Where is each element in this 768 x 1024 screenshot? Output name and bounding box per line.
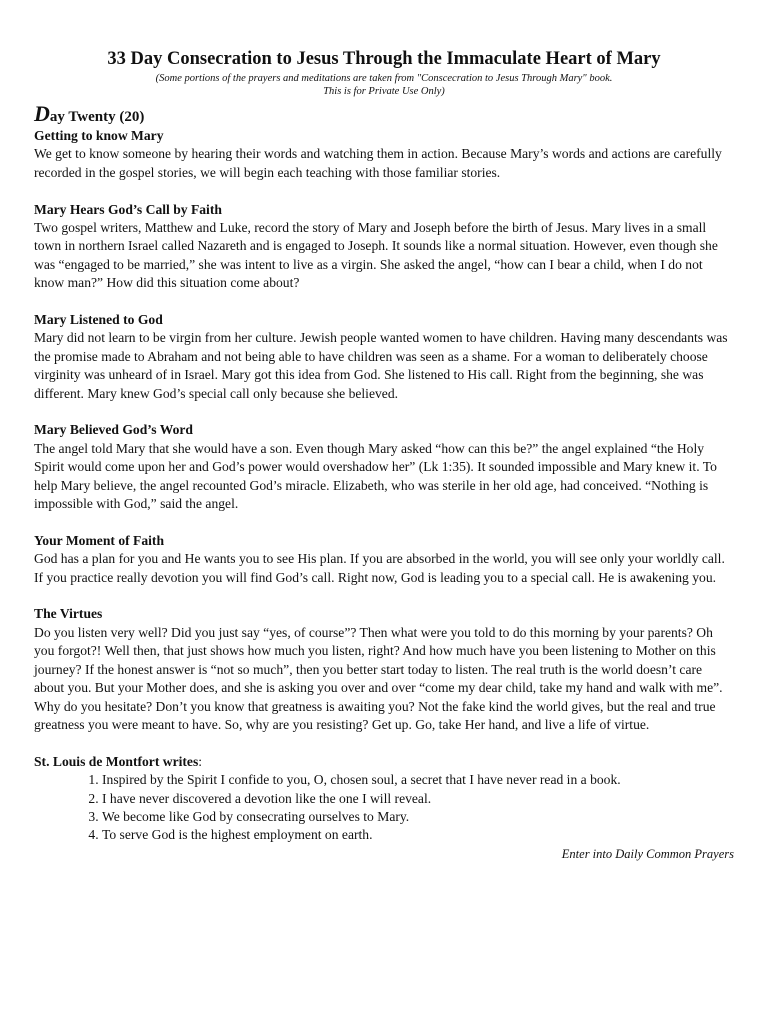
- section-montfort-quotes: [34, 753, 734, 863]
- footer-note: Enter into Daily Common Prayers: [561, 846, 734, 861]
- section-body: Two gospel writers, Matthew and Luke, record the story of Mary and Joseph before the birth of Jesus. Mary lives in a small town in northern Israel called Nazareth and is engaged to Joseph. It sounds like a normal situation. However, even though she was “engaged to be married,” she was intent to live as a virgin. She asked the angel, “how can I bear a child, when I do not know man?” How did this situation come about?: [34, 220, 718, 291]
- quote-item: 3. We become like God by consecrating ourselves to Mary.: [102, 808, 734, 826]
- quotes-heading-text: St. Louis de Montfort writes: [34, 753, 199, 769]
- subtitle-line-1: (Some portions of the prayers and meditations are taken from "Conscecration to Jesus Through Mary" book.: [155, 73, 613, 84]
- quotes-heading: [34, 753, 734, 771]
- section-heading: Getting to know Mary: [34, 128, 164, 143]
- section-mary-listened-to-god: [34, 311, 734, 403]
- section-getting-to-know-mary: [34, 127, 734, 182]
- section-heading: Mary Believed God’s Word: [34, 422, 193, 438]
- section-mary-believed-gods-word: [34, 421, 734, 513]
- section-body: We get to know someone by hearing their words and watching them in action. Because Mary’s words and actions are carefully recorded in the gospel stories, we will begin each teaching with those familiar stories.: [34, 146, 722, 180]
- section-heading: The Virtues: [34, 606, 103, 622]
- day-heading-text: ay Twenty (20): [49, 109, 145, 125]
- section-body: Do you listen very well? Did you just say “yes, of course”? Then what were you told to do this morning by your parents? Oh you forgot?! Well then, that just shows how much you listen, right? And how much have you been listening to Mother on this journey? If the honest answer is “not so much”, then you better start today to listen. The real truth is the world doesn’t care about you. But your Mother does, and she is asking you over and over “come my dear child, take my hand and walk with me”. Why do you hesitate? Don’t you know that greatness is awaiting you? Not the fake kind the world gives, but the real and true greatness you were meant to have. So, why are you resisting? Get up. Go, take Her hand, and live a life of virtue.: [34, 624, 723, 732]
- section-body: Mary did not learn to be virgin from her culture. Jewish people wanted women to have children. Having many descendants was the promise made to Abraham and not being able to have children was seen as a shame. For a woman to deliberately choose virginity was unheard of in Israel. Mary got this idea from God. She listened to His call. Right from the beginning, she was different. Mary knew God’s special call only because she believed.: [34, 330, 728, 401]
- section-mary-hears-gods-call: [34, 201, 734, 293]
- quote-item: 4. To serve God is the highest employment on earth.: [102, 826, 734, 844]
- section-body: The angel told Mary that she would have a son. Even though Mary asked “how can this be?” the angel explained “the Holy Spirit would come upon her and God’s power would overshadow her” (Lk 1:35). It sounded impossible and Mary knew it. To help Mary believe, the angel recounted God’s miracle. Elizabeth, who was sterile in her old age, had conceived. “Nothing is impossible with God,” said the angel.: [34, 440, 717, 512]
- section-body: God has a plan for you and He wants you to see His plan. If you are absorbed in the world, you will see only your worldly call. If you practice really devotion you will find God’s call. Right now, God is leading you to a special call. He is awakening you.: [34, 551, 725, 585]
- section-your-moment-of-faith: [34, 532, 734, 587]
- quote-item: 1. Inspired by the Spirit I confide to you, O, chosen soul, a secret that I have never read in a book.: [102, 771, 734, 789]
- section-heading: Your Moment of Faith: [34, 532, 165, 548]
- quotes-list: [34, 771, 734, 845]
- section-the-virtues: [34, 605, 734, 734]
- day-dropcap: D: [34, 101, 50, 126]
- section-heading: Mary Listened to God: [34, 312, 163, 328]
- quotes-heading-colon: :: [198, 753, 203, 769]
- document-title: 33 Day Consecration to Jesus Through the Immaculate Heart of Mary: [107, 49, 661, 69]
- day-heading: [34, 101, 734, 127]
- section-heading: Mary Hears God’s Call by Faith: [34, 201, 222, 217]
- document-page: [34, 48, 734, 863]
- document-subtitle: [34, 72, 734, 98]
- quote-item: 2. I have never discovered a devotion like the one I will reveal.: [102, 790, 734, 808]
- subtitle-line-2: This is for Private Use Only): [323, 86, 445, 97]
